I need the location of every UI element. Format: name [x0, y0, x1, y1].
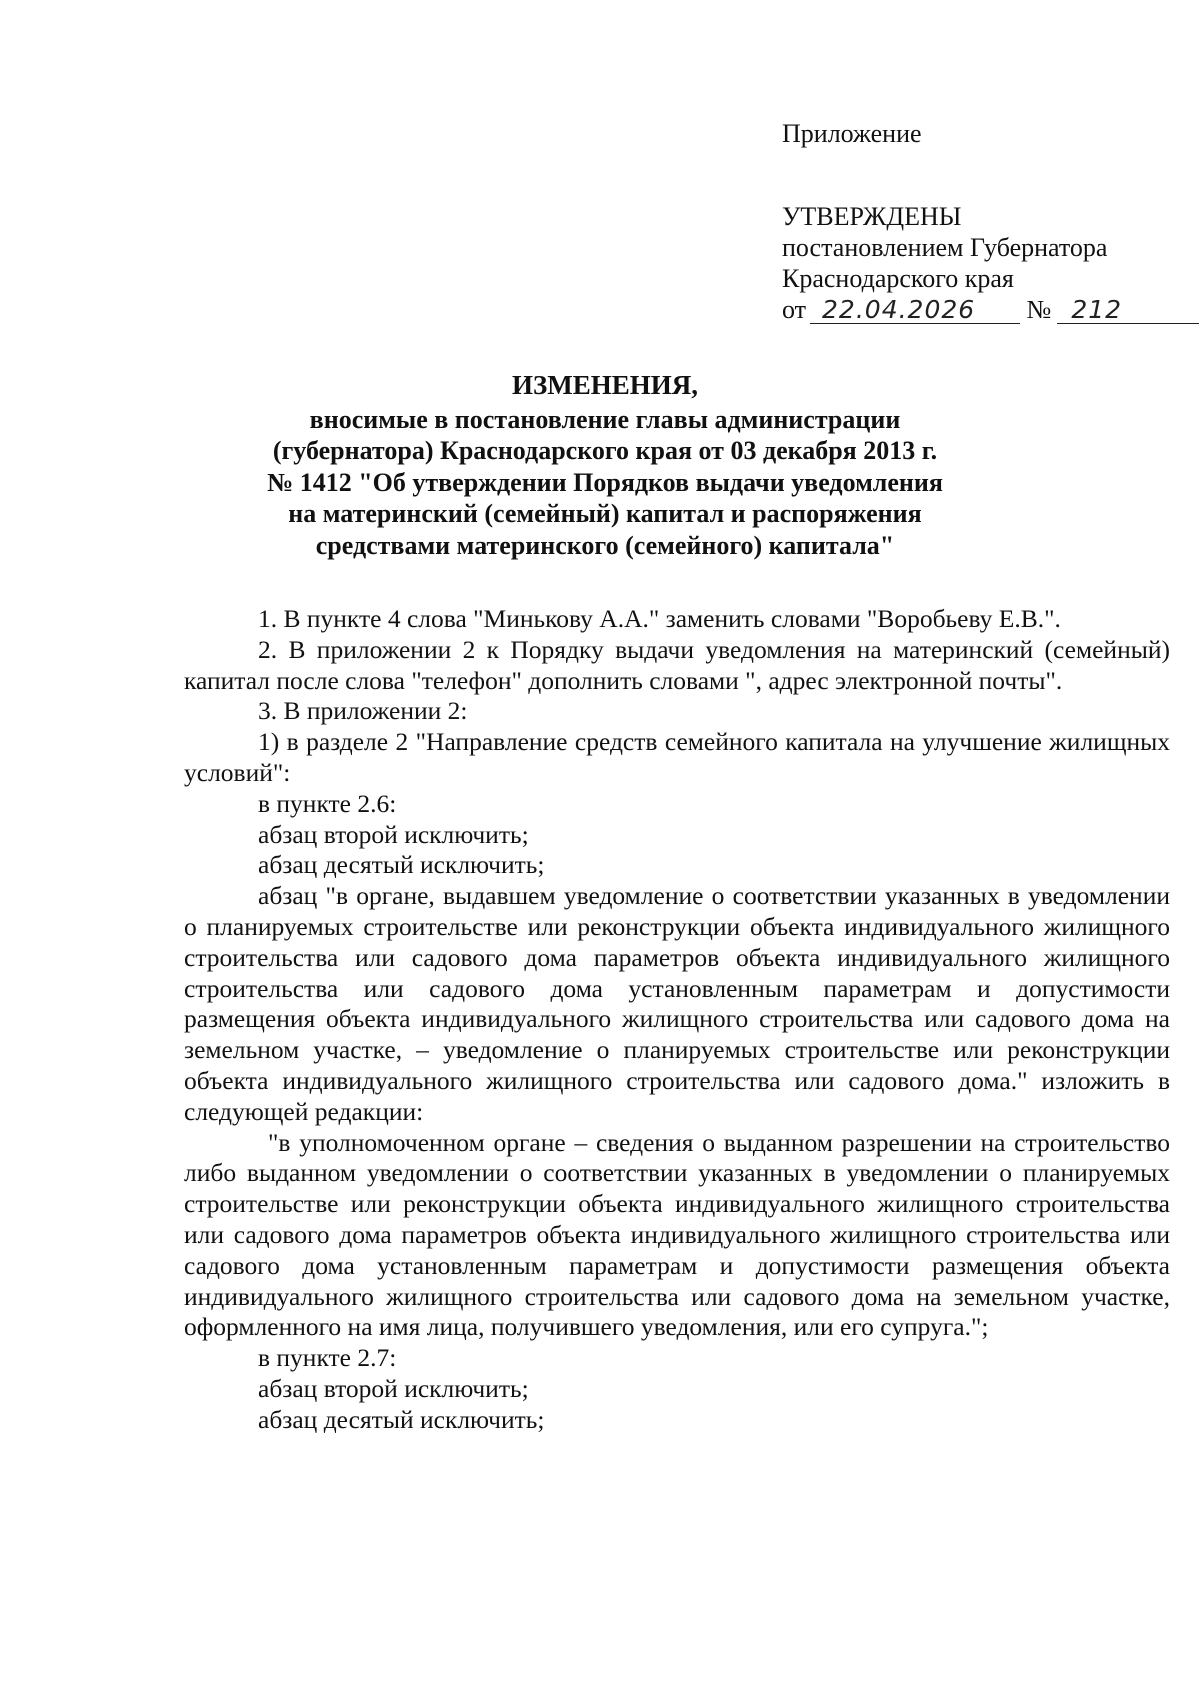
approval-block [782, 118, 1162, 325]
subtitle-line: вносимые в постановление главы администрации [309, 404, 901, 434]
document-title: ИЗМЕНЕНИЯ, [511, 370, 698, 400]
approved-by-line-2: Краснодарского края [782, 264, 1014, 293]
date-number-line [782, 294, 1162, 325]
paragraph: в пункте 2.6: [258, 788, 397, 818]
document-heading [180, 370, 1030, 561]
handwritten-number: 212 [1071, 295, 1123, 324]
paragraph: 1) в разделе 2 "Направление средств семейного капитала на улучшение жилищных условий": [184, 727, 1170, 787]
number-sign: № [1026, 295, 1052, 324]
subtitle-line: (губернатора) Краснодарского края от 03 декабря 2013 г. [272, 436, 938, 465]
paragraph-quoted: "в уполномоченном органе – сведения о выданном разрешении на строительство либо выданном уведомлении о соответствии указанных в уведомлении о планируемых строительстве или реконструкции объекта индивидуального жилищного строительства или садового дома параметров объекта индивидуального жилищного строительства или садового дома установленным параметрам и допустимости размещения объекта индивидуального жилищного строительства или садового дома на земельном участке, оформленного на имя лица, получившего уведомления, или его супруга."; [184, 1127, 1170, 1342]
appendix-label: Приложение [782, 119, 922, 148]
date-field [810, 297, 1020, 324]
approved-word: УТВЕРЖДЕНЫ [782, 202, 962, 231]
subtitle-line: средствами материнского (семейного) капитала" [315, 530, 895, 560]
paragraph: абзац десятый исключить; [258, 850, 545, 880]
paragraph: абзац второй исключить; [258, 819, 529, 849]
paragraph: абзац десятый исключить; [258, 1404, 545, 1434]
paragraph: абзац "в органе, выдавшем уведомление о соответствии указанных в уведомлении о планируемых строительстве или реконструкции объекта индивидуального жилищного строительства или садового дома параметров объекта индивидуального жилищного строительства или садового дома установленным параметрам и допустимости размещения объекта индивидуального жилищного строительства или садового дома на земельном участке, – уведомление о планируемых строительстве или реконструкции объекта индивидуального жилищного строительства или садового дома." изложить в следующей редакции: [184, 881, 1170, 1126]
paragraph: абзац второй исключить; [258, 1373, 529, 1403]
paragraph: 3. В приложении 2: [258, 696, 468, 726]
subtitle-line: № 1412 "Об утверждении Порядков выдачи уведомления [267, 467, 943, 497]
document-body [184, 604, 1170, 1436]
subtitle-line: на материнский (семейный) капитал и распоряжения [288, 499, 922, 528]
paragraph: 1. В пункте 4 слова "Минькову А.А." заменить словами "Воробьеву Е.В.". [258, 604, 1061, 633]
number-field [1057, 297, 1199, 324]
paragraph: в пункте 2.7: [258, 1343, 397, 1373]
handwritten-date: 22.04.2026 [822, 295, 976, 324]
date-prefix: от [782, 295, 807, 324]
paragraph: 2. В приложении 2 к Порядку выдачи уведомления на материнский (семейный) капитал после слова "телефон" дополнить словами ", адрес электронной почты". [184, 634, 1170, 695]
approved-by-line-1: постановлением Губернатора [782, 233, 1108, 262]
